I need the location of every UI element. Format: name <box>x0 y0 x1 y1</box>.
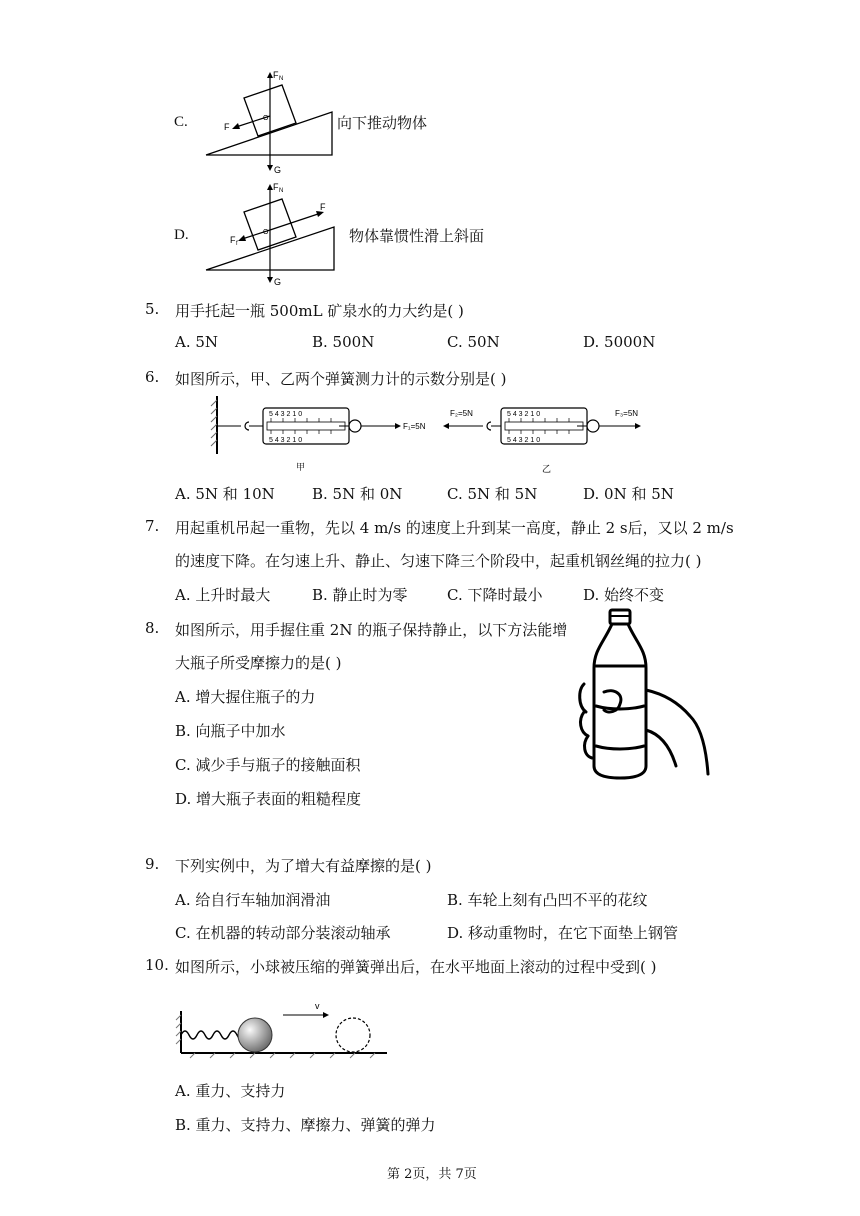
option-d: D. 移动重物时，在它下面垫上钢管 <box>447 924 679 942</box>
yi-label: 乙 <box>542 464 552 474</box>
option-d: D. 5000N <box>583 333 656 351</box>
option-c: C. 下降时最小 <box>447 586 543 604</box>
question-number: 8. <box>145 619 160 637</box>
option-b: B. 车轮上刻有凸凹不平的花纹 <box>447 891 648 909</box>
question-number: 10. <box>145 956 169 974</box>
option-b: B. 5N 和 0N <box>312 485 403 503</box>
o-label: O <box>263 229 269 236</box>
option-d: D. 增大瓶子表面的粗糙程度 <box>175 790 362 808</box>
q4-option-d-caption: 物体靠惯性滑上斜面 <box>349 227 485 245</box>
option-b: B. 向瓶子中加水 <box>175 722 286 740</box>
page-footer: 第 2页，共 7页 <box>387 1167 477 1182</box>
option-a: A. 增大握住瓶子的力 <box>175 688 316 706</box>
question-number: 6. <box>145 368 160 386</box>
v-label: v <box>315 1001 320 1011</box>
spring-balance-figure <box>205 392 665 476</box>
option-d: D. 0N 和 5N <box>583 485 674 503</box>
fn-sub: N <box>279 188 284 194</box>
option-b: B. 重力、支持力、摩擦力、弹簧的弹力 <box>175 1116 436 1134</box>
question-stem: 用手托起一瓶 500mL 矿泉水的力大约是( ) <box>175 302 464 320</box>
spring-ball-figure <box>175 995 395 1061</box>
fn-label: F <box>273 182 279 192</box>
scale-label: 5 4 3 2 1 0 <box>507 437 541 444</box>
option-c: C. 减少手与瓶子的接触面积 <box>175 756 361 774</box>
q4-option-d-label: D. <box>174 227 189 243</box>
incline-figure-d <box>200 180 350 290</box>
bottle-in-hand-figure <box>574 606 714 782</box>
g-label: G <box>274 277 282 287</box>
question-stem-line2: 的速度下降。在匀速上升、静止、匀速下降三个阶段中，起重机钢丝绳的拉力( ) <box>175 552 702 570</box>
question-stem-line1: 用起重机吊起一重物，先以 4 m/s 的速度上升到某一高度，静止 2 s后，又以 2 m/s <box>175 519 734 537</box>
question-stem-line1: 如图所示，用手握住重 2N 的瓶子保持静止，以下方法能增 <box>175 621 568 639</box>
option-a: A. 上升时最大 <box>175 586 271 604</box>
fn-label: F <box>273 70 279 80</box>
option-b: B. 500N <box>312 333 375 351</box>
question-number: 7. <box>145 517 160 535</box>
option-c: C. 5N 和 5N <box>447 485 538 503</box>
ff-sub: f <box>236 241 238 247</box>
scale-label: 5 4 3 2 1 0 <box>507 411 541 418</box>
incline-figure-c <box>200 68 340 178</box>
question-stem: 如图所示，小球被压缩的弹簧弹出后，在水平地面上滚动的过程中受到( ) <box>175 958 657 976</box>
question-stem: 如图所示，甲、乙两个弹簧测力计的示数分别是( ) <box>175 370 507 388</box>
q4-option-c-caption: 向下推动物体 <box>337 114 428 132</box>
question-stem: 下列实例中，为了增大有益摩擦的是( ) <box>175 857 432 875</box>
f1-label: F₁=5N <box>403 422 426 431</box>
g-label: G <box>274 165 282 175</box>
option-d: D. 始终不变 <box>583 586 665 604</box>
option-a: A. 给自行车轴加润滑油 <box>175 891 331 909</box>
option-b: B. 静止时为零 <box>312 586 408 604</box>
question-number: 5. <box>145 300 160 318</box>
question-stem-line2: 大瓶子所受摩擦力的是( ) <box>175 654 342 672</box>
f-label: F <box>320 202 326 212</box>
ff-label: F <box>230 235 236 245</box>
scale-label: 5 4 3 2 1 0 <box>269 437 303 444</box>
option-c: C. 50N <box>447 333 500 351</box>
question-number: 9. <box>145 855 160 873</box>
fn-sub: N <box>279 76 284 82</box>
f2-label: F₂=5N <box>450 409 473 418</box>
option-c: C. 在机器的转动部分装滚动轴承 <box>175 924 391 942</box>
f-label: F <box>224 122 230 132</box>
option-a: A. 重力、支持力 <box>175 1082 286 1100</box>
q4-option-c-label: C. <box>174 114 188 130</box>
scale-label: 5 4 3 2 1 0 <box>269 411 303 418</box>
jia-label: 甲 <box>296 462 306 472</box>
option-a: A. 5N <box>175 333 219 351</box>
f3-label: F₃=5N <box>615 409 639 418</box>
option-a: A. 5N 和 10N <box>175 485 275 503</box>
o-label: O <box>263 115 269 122</box>
